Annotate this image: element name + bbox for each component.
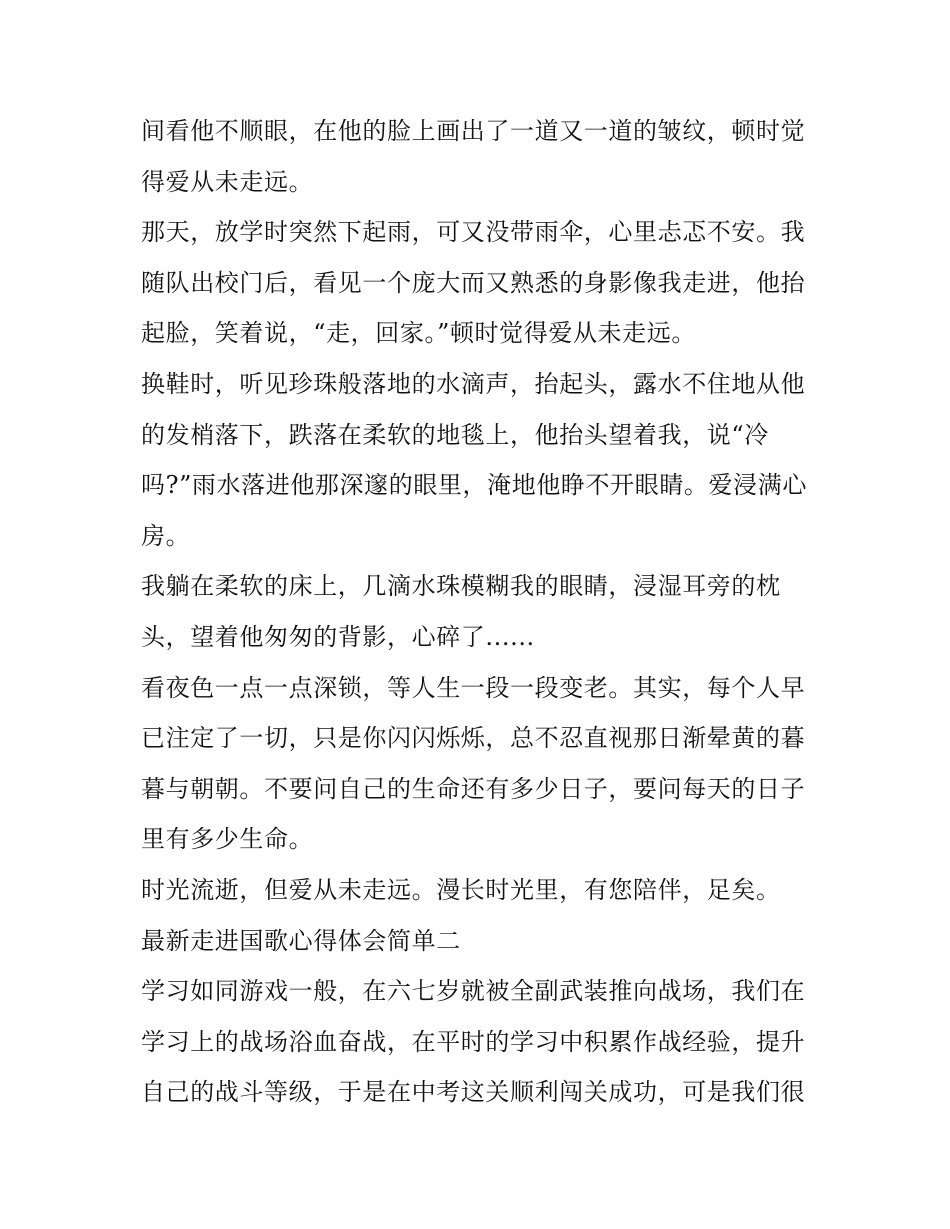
section-heading: 最新走进国歌心得体会简单二: [141, 926, 461, 955]
text-line: 学习如同游戏一般，在六七岁就被全副武装推向战场，我们在: [141, 977, 806, 1006]
text-line: 随队出校门后，看见一个庞大而又熟悉的身影像我走进，他抬: [141, 268, 806, 297]
text-line: 里有多少生命。: [141, 825, 314, 854]
text-line: 暮与朝朝。不要问自己的生命还有多少日子，要问每天的日子: [141, 774, 806, 803]
text-line: 学习上的战场浴血奋战，在平时的学习中积累作战经验，提升: [141, 1027, 806, 1056]
text-line: 自己的战斗等级，于是在中考这关顺利闯关成功，可是我们很: [141, 1078, 806, 1107]
text-line: 我躺在柔软的床上，几滴水珠模糊我的眼睛，浸湿耳旁的枕: [141, 572, 781, 601]
text-line: 换鞋时，听见珍珠般落地的水滴声，抬起头，露水不住地从他: [141, 369, 806, 398]
text-line: 头，望着他匆匆的背影，心碎了......: [141, 622, 535, 651]
text-line: 间看他不顺眼，在他的脸上画出了一道又一道的皱纹，顿时觉: [141, 117, 806, 145]
text-line: 看夜色一点一点深锁，等人生一段一段变老。其实，每个人早: [141, 673, 806, 702]
text-line: 已注定了一切，只是你闪闪烁烁，总不忍直视那日渐晕黄的暮: [141, 724, 806, 753]
text-line: 得爱从未走远。: [141, 167, 314, 196]
text-line: 的发梢落下，跌落在柔软的地毯上，他抬头望着我，说“冷: [141, 420, 769, 449]
text-line: 吗?”雨水落进他那深邃的眼里，淹地他睁不开眼睛。爱浸满心: [141, 471, 807, 500]
text-line: 那天，放学时突然下起雨，可又没带雨伞，心里忐忑不安。我: [141, 218, 806, 247]
text-line: 起脸，笑着说，“走，回家。”顿时觉得爱从未走远。: [141, 319, 696, 348]
body-text: [141, 106, 831, 1118]
text-line: 房。: [141, 521, 191, 550]
text-line: 时光流逝，但爱从未走远。漫长时光里，有您陪伴，足矣。: [141, 875, 781, 904]
